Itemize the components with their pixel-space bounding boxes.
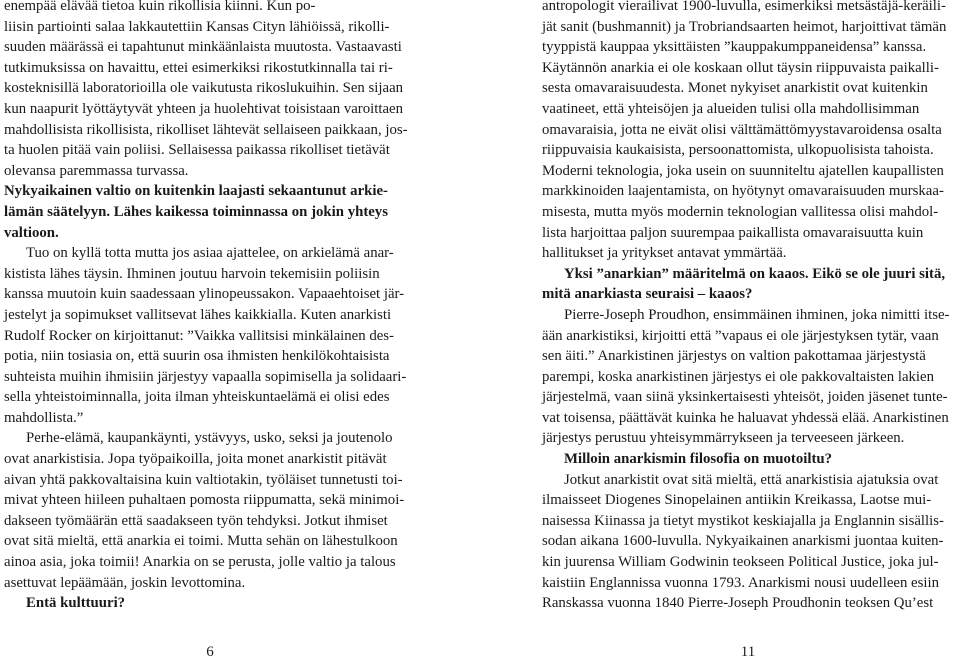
text-line: ovat anarkistisia. Jopa työpaikoilla, joita monet anarkistit pitävät (4, 451, 387, 468)
text-line: valtioon. (4, 224, 59, 241)
text-line: tutkimuksissa on havaittu, ettei esimerkiksi rikostutkinnalla tai ri- (4, 59, 393, 76)
text-line: Käytännön anarkia ei ole koskaan ollut täysin riippuvaista paikalli- (542, 59, 939, 76)
text-line: olevansa paremmassa turvassa. (4, 162, 189, 179)
text-line: kosteknisillä laboratorioilla ole vaikutusta rikoslukuihin. Sen sijaan (4, 80, 404, 97)
text-line: dakseen työmäärän että saadakseen työn tehdyksi. Jotkut ihmiset (4, 512, 388, 529)
text-line: ovat sitä mieltä, että anarkia ei toimi. Mutta sehän on lähestulkoon (4, 533, 398, 550)
text-line: hallitukset ja yritykset antavat ymmärtää. (542, 245, 787, 262)
text-line: riippuvaisia kaukaisista, persoonattomista, ulkopuolisista tahoista. (542, 142, 934, 159)
text-line: Pierre-Joseph Proudhon, ensimmäinen ihminen, joka nimitti itse- (564, 306, 950, 323)
text-line: lista harjoittaa paljon suurempaa paikallista omavaraisuutta kuin (542, 224, 924, 241)
text-line: kun naapurit lyöttäytyvät yhteen ja huolehtivat toisistaan varoittaen (4, 100, 403, 117)
text-line: mitä anarkiasta seuraisi – kaaos? (542, 286, 753, 303)
text-line: enempää elävää tietoa kuin rikollisia kiinni. Kun po- (4, 0, 316, 14)
text-line: suhteista muihin ihmisiin järjestyy vapaalla sopimisella ja solidaari- (4, 368, 407, 385)
text-line: tyyppistä kauppaa yksittäisten ”kauppakumppaneidensa” kanssa. (542, 39, 927, 56)
text-line: Entä kulttuuri? (26, 595, 126, 612)
text-line: liisin partiointi salaa lakkautettiin Kansas Cityn lähiöissä, rikolli- (4, 18, 390, 35)
text-line: misesta, mutta myös modernin teknologian vallitessa olisi mahdol- (542, 203, 939, 220)
text-line: omavaraisia, jotta ne eivät olisi välttämättömyystavaroidensa osalta (542, 121, 942, 138)
text-line: Yksi ”anarkian” määritelmä on kaaos. Eikö se ole juuri sitä, (564, 265, 946, 282)
text-line: jestelyt ja sopimukset vallitsevat lähes kaikkialla. Kuten anarkisti (4, 306, 392, 323)
text-line: Milloin anarkismin filosofia on muotoiltu? (564, 451, 833, 468)
text-line: Moderni teknologia, joka usein on suunniteltu ajatellen kaupallisten (542, 162, 944, 179)
text-line: antropologit vierailivat 1900-luvulla, esimerkiksi metsästäjä-keräili- (542, 0, 946, 14)
text-line: mahdollista.” (4, 409, 84, 426)
text-line: vat toisensa, päättävät kuinka he haluavat yhdessä elää. Anarkistinen (542, 409, 949, 426)
left-page-text (4, 0, 420, 614)
text-line: sella yhteistoiminnalla, joita ilman yhteiskuntaelämä ei olisi edes (4, 389, 390, 406)
text-line: suuden määrässä ei tapahtunut minkäänlaista muutosta. Vastaavasti (4, 39, 402, 56)
text-line: ainoa asia, joka toimii! Anarkia on se perusta, jolle valtio ja talous (4, 554, 396, 571)
text-line: ilmaisseet Diogenes Sinopelainen antiikin Kreikassa, Laotse mui- (542, 492, 932, 509)
text-line: Rudolf Rocker on kirjoittanut: ”Vaikka vallitsisi minkälainen des- (4, 327, 394, 344)
text-line: asettuvat lepäämään, joskin levottomina. (4, 574, 246, 591)
right-page-number: 11 (740, 644, 756, 660)
text-line: lämän säätelyyn. Lähes kaikessa toiminnassa on jokin yhteys (4, 203, 388, 220)
text-line: kistista lähes täysin. Ihminen joutuu harvoin tekemisiin poliisin (4, 265, 380, 282)
text-line: sesta omavaraisuudesta. Monet nykyiset anarkistit ovat kuitenkin (542, 80, 928, 97)
text-line: kaistiin Englannissa vuonna 1793. Anarkismi nousi uudelleen esiin (542, 574, 940, 591)
text-line: Ranskassa vuonna 1840 Pierre-Joseph Proudhonin teoksen Qu’est (542, 595, 934, 612)
text-line: markkinoiden laajentamista, on hyötynyt omavaraisuuden murskaa- (542, 183, 944, 200)
text-line: sodan aikana 1600-luvulla. Nykyaikainen anarkismi juontaa kuiten- (542, 533, 944, 550)
text-line: kin juurensa William Godwinin teokseen Political Justice, joka jul- (542, 554, 939, 571)
left-page-number: 6 (206, 644, 214, 660)
text-line: sen äiti.” Anarkistinen järjestys on valtion pakottamaa järjestystä (542, 348, 926, 365)
text-line: Nykyaikainen valtio on kuitenkin laajasti sekaantunut arkie- (4, 183, 388, 200)
text-line: mivat yhteen hiileen puhaltaen pomosta riippumatta, sekä minimoi- (4, 492, 405, 509)
text-line: Perhe-elämä, kaupankäynti, ystävyys, usko, seksi ja joutenolo (26, 430, 393, 447)
text-line: Tuo on kyllä totta mutta jos asiaa ajattelee, on arkielämä anar- (26, 245, 394, 262)
text-line: mahdollisista rikollisista, rikolliset lähtevät sellaiseen paikkaan, jos- (4, 121, 408, 138)
text-line: Jotkut anarkistit ovat sitä mieltä, että anarkistisia ajatuksia ovat (564, 471, 939, 488)
text-line: naisessa Kiinassa ja tietyt mystikot keskiajalla ja Englannin sisällis- (542, 512, 944, 529)
right-page-text (542, 0, 958, 614)
text-line: jät sanit (bushmannit) ja Trobriandsaarten heimot, harjoittivat tämän (542, 18, 947, 35)
text-line: kanssa muutoin kuin saadessaan ylinopeussakon. Vapaaehtoiset jär- (4, 286, 405, 303)
text-line: vaatineet, että yhteisöjen ja alueiden tulisi olla mahdollisimman (542, 100, 920, 117)
text-line: parempi, koska anarkistinen järjestys ei ole pakkovaltaisten lakien (542, 368, 934, 385)
text-line: potia, niin tosiasia on, että suurin osa ihmisten henkilökohtaisista (4, 348, 390, 365)
text-line: aivan yhtä pakkovaltaisina kuin valtiotakin, työläiset tunnetusti toi- (4, 471, 403, 488)
text-line: järjestelmä, vaan siinä yksinkertaisesti yhteisöt, joiden jäsenet tunte- (542, 389, 948, 406)
text-line: ään anarkistiksi, kirjoitti että ”vapaus ei ole järjestyksen tytär, vaan (542, 327, 939, 344)
text-line: järjestys perustuu yhteisymmärrykseen ja terveeseen järkeen. (542, 430, 905, 447)
text-line: ta huolen pitää vain poliisi. Sellaisessa paikassa rikolliset tietävät (4, 142, 390, 159)
